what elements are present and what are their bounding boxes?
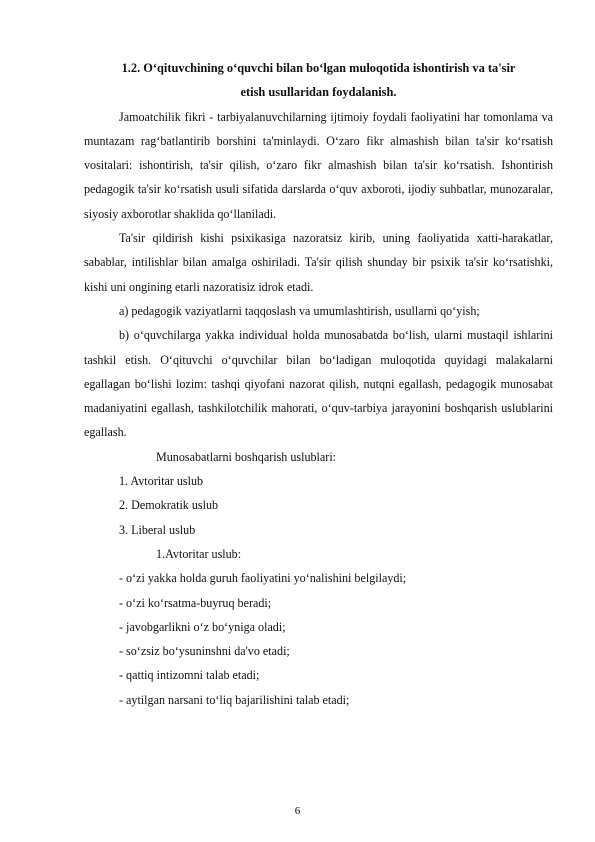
style-list-item: 3. Liberal uslub — [119, 522, 196, 537]
paragraph-public-opinion: Jamoatchilik fikri - tarbiyalanuvchilarning ijtimoiy foydali faoliyatini har tomonlama va muntazam rag‘batlantirib borshini ta'minlaydi. O‘zaro fikr almashish bilan ta'sir ko‘rsatish vositalari: ishontirish, ta'sir qilish, o‘zaro fikr almashish bilan ta'sir ko‘rsatish. Ishontirish pedagogik ta'sir ko‘rsatish usuli sifatida darslarda o‘quv axboroti, ijodiy suhbatlar, munozaralar, siyosiy axborotlar shaklida qo‘llaniladi. — [84, 109, 553, 221]
styles-heading: Munosabatlarni boshqarish uslublari: — [156, 449, 337, 464]
authoritarian-list-item: - o‘zi ko‘rsatma-buyruq beradi; — [119, 595, 272, 610]
page-number: 6 — [294, 805, 301, 817]
section-heading-line-1: 1.2. O‘qituvchining o‘quvchi bilan bo‘lgan muloqotida ishontirish va ta'sir — [121, 61, 516, 75]
paragraph-suggestion: Ta'sir qildirish kishi psixikasiga nazoratsiz kirib, uning faoliyatida xatti-harakatlar, sabablar, intilishlar bilan amalga oshiriladi. Ta'sir qilish shunday bir psixik ta'sir ko‘rsatishki, kishi uni ongining etarli nazoratisiz idrok etadi. — [84, 231, 553, 294]
authoritarian-list-item: - o‘zi yakka holda guruh faoliyatini yo‘nalishini belgilaydi; — [119, 571, 407, 586]
paragraph-item-b: b) o‘quvchilarga yakka individual holda munosabatda bo‘lish, ularni mustaqil ishlarini tashkil etish. O‘qituvchi o‘quvchilar bilan bo‘ladigan muloqotida quyidagi malakalarni egallagan bo‘lishi lozim: tashqi qiyofani nazorat qilish, nutqni egallash, pedagogik munosabat madaniyatini egallash, tashkilotchilik mahorati, o‘quv-tarbiya jarayonini boshqarish uslublarini egallash. — [84, 328, 553, 440]
style-list-item: 1. Avtoritar uslub — [119, 474, 204, 489]
style-list-item: 2. Demokratik uslub — [119, 498, 219, 513]
authoritarian-list-item: - javobgarlikni o‘z bo‘yniga oladi; — [119, 619, 286, 634]
page-content — [84, 56, 553, 712]
paragraph-item-a: a) pedagogik vaziyatlarni taqqoslash va umumlashtirish, usullarni qo‘yish; — [119, 303, 480, 318]
authoritarian-list-item: - qattiq intizomni talab etadi; — [119, 668, 260, 683]
authoritarian-list-item: - so‘zsiz bo‘ysuninshni da'vo etadi; — [119, 644, 290, 659]
section-heading-line-2: etish usullaridan foydalanish. — [240, 85, 397, 100]
authoritarian-heading: 1.Avtoritar uslub: — [156, 546, 242, 561]
authoritarian-list-item: - aytilgan narsani to‘liq bajarilishini talab etadi; — [119, 692, 350, 707]
section-heading — [84, 56, 553, 105]
